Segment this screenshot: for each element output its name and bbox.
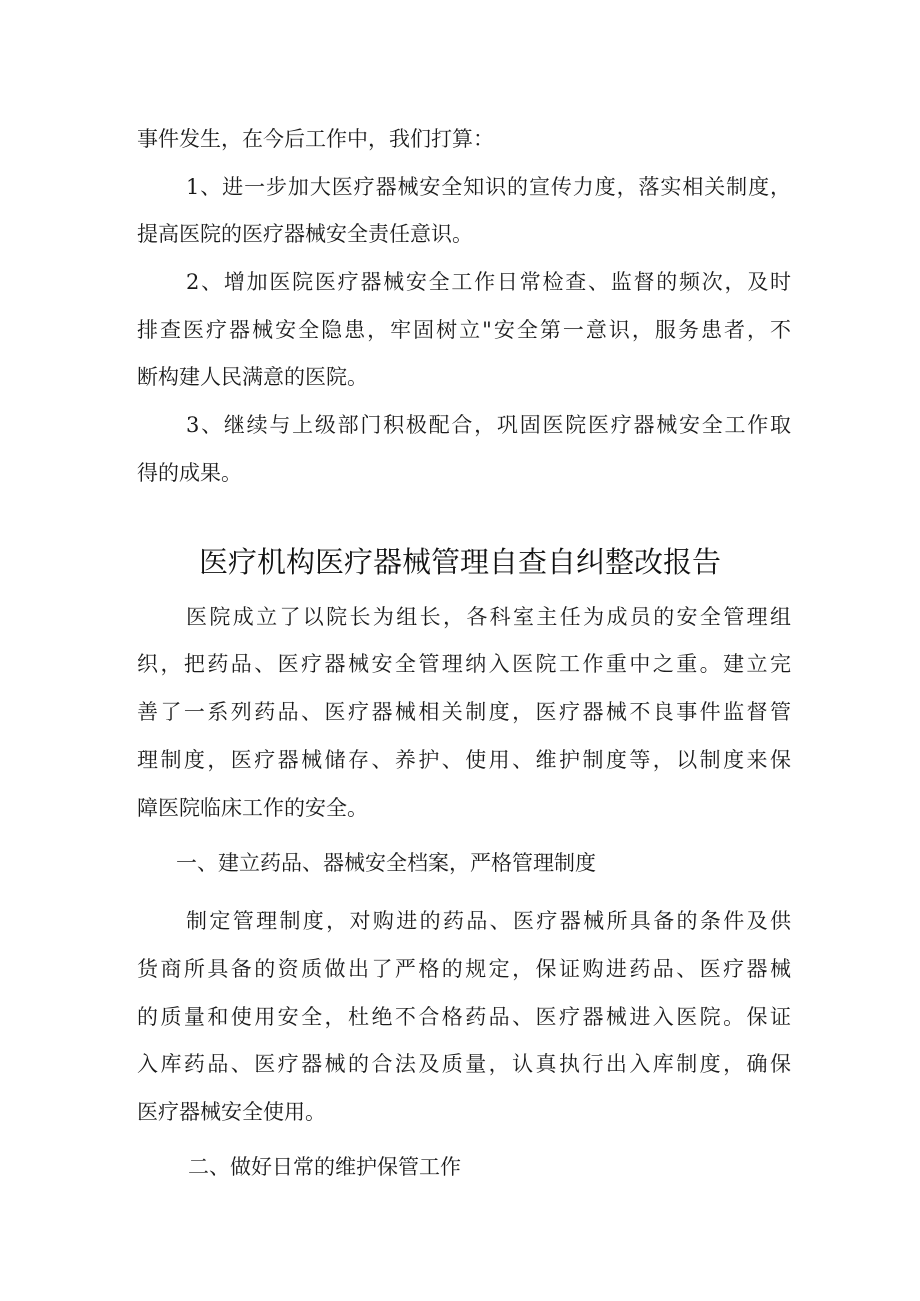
intro-line-5: 障医院临床工作的安全。 xyxy=(137,796,368,820)
intro-line-2: 织，把药品、医疗器械安全管理纳入医院工作重中之重。建立完 xyxy=(137,652,791,676)
continuation-line: 事件发生，在今后工作中，我们打算： xyxy=(137,127,494,151)
intro-line-1: 医院成立了以院长为组长，各科室主任为成员的安全管理组 xyxy=(186,605,791,629)
plan-3-line-2: 得的成果。 xyxy=(137,461,242,485)
plan-1-line-2: 提高医院的医疗器械安全责任意识。 xyxy=(137,222,473,246)
section-1-heading: 一、建立药品、器械安全档案，严格管理制度 xyxy=(176,851,596,875)
section-1-line-5: 医疗器械安全使用。 xyxy=(137,1100,326,1124)
plan-2-line-3: 断构建人民满意的医院。 xyxy=(137,365,368,389)
plan-2-line-1: 2、增加医院医疗器械安全工作日常检查、监督的频次，及时 xyxy=(186,270,791,294)
section-1-line-1: 制定管理制度，对购进的药品、医疗器械所具备的条件及供 xyxy=(186,909,791,933)
plan-2-line-2: 排查医疗器械安全隐患，牢固树立"安全第一意识，服务患者，不 xyxy=(137,318,791,342)
plan-1-line-1: 1、进一步加大医疗器械安全知识的宣传力度，落实相关制度， xyxy=(186,175,791,199)
intro-line-4: 理制度，医疗器械储存、养护、使用、维护制度等，以制度来保 xyxy=(137,748,791,772)
plan-3-line-1: 3、继续与上级部门积极配合，巩固医院医疗器械安全工作取 xyxy=(186,413,791,437)
report-title: 医疗机构医疗器械管理自查自纠整改报告 xyxy=(198,545,721,579)
section-1-line-2: 货商所具备的资质做出了严格的规定，保证购进药品、医疗器械 xyxy=(137,957,791,981)
intro-line-3: 善了一系列药品、医疗器械相关制度，医疗器械不良事件监督管 xyxy=(137,700,791,724)
section-1-line-3: 的质量和使用安全，杜绝不合格药品、医疗器械进入医院。保证 xyxy=(137,1005,791,1029)
section-2-heading: 二、做好日常的维护保管工作 xyxy=(188,1155,461,1179)
section-1-line-4: 入库药品、医疗器械的合法及质量，认真执行出入库制度，确保 xyxy=(137,1052,791,1076)
